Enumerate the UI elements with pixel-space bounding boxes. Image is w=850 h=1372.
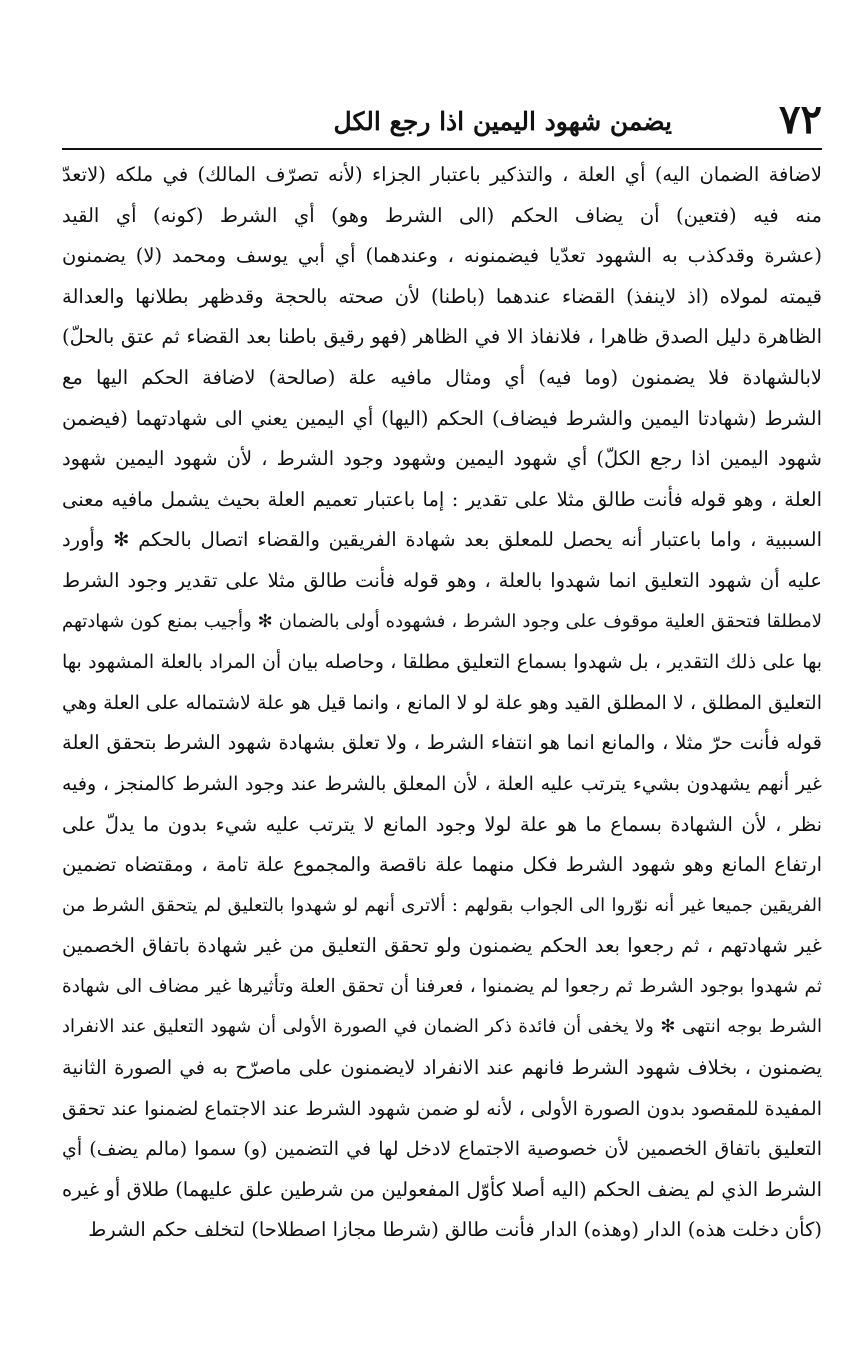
text-line: قيمته لمولاه (اذ لاينفذ) القضاء عندهما (باطنا) لأن صحته بالحجة وقدظهر بطلانها والعدالة	[62, 284, 822, 308]
text-line: بها على ذلك التقدير ، بل شهدوا بسماع التعليق مطلقا ، وحاصله بيان أن المراد بالعلة المشهود بها	[62, 651, 822, 674]
text-line: لابالشهادة فلا يضمنون (وما فيه) أي ومثال مافيه علة (صالحة) لاضافة الحكم اليها مع	[62, 365, 822, 389]
text-line: شهود اليمين اذا رجع الكلّ) أي شهود اليمين وشهود وجود الشرط ، لأن شهود اليمين شهود	[62, 447, 822, 471]
text-line: قوله فأنت حرّ مثلا ، والمانع انما هو انتفاء الشرط ، ولا تعلق بشهادة شهود الشرط بتحقق العلة	[62, 731, 822, 755]
text-line: (كأن دخلت هذه) الدار (وهذه) الدار فأنت طالق (شرطا مجازا اصطلاحا) لتخلف حكم الشرط	[88, 1218, 822, 1242]
text-line: (عشرة وقدكذب به الشهود تعدّيا فيضمنونه ، وعندهما) أي أبي يوسف ومحمد (لا) يضمنون	[62, 244, 822, 268]
text-line: عليه أن شهود التعليق انما شهدوا بالعلة ، وهو قوله فأنت طالق مثلا على تقدير وجود الشرط	[62, 568, 822, 592]
text-line: ثم شهدوا بوجود الشرط ثم رجعوا لم يضمنوا ، فعرفنا أن تحقق العلة وتأثيرها غير مضاف الى شهادة	[62, 975, 822, 997]
text-line: الشرط الذي لم يضف الحكم (اليه أصلا كأوّل المفعولين من شرطين علق عليهما) طلاق أو غيره	[62, 1177, 822, 1201]
text-line: منه فيه (فتعين) أن يضاف الحكم (الى الشرط وهو) أي الشرط (كونه) أي القيد	[62, 203, 822, 227]
text-line: غير شهادتهم ، ثم رجعوا بعد الحكم يضمنون ولو تحقق التعليق من غير شهادة باتفاق الخصمين	[62, 934, 822, 958]
header-rule	[62, 148, 822, 150]
text-line: العلة ، وهو قوله فأنت طالق مثلا على تقدير : إما باعتبار تعميم العلة بحيث يشمل مافيه معنى	[62, 487, 822, 511]
text-line: الشرط (شهادتا اليمين والشرط فيضاف) الحكم (اليها) أي اليمين يعني الى شهادتهما (فيضمن	[62, 406, 822, 430]
text-line: التعليق المطلق ، لا المطلق القيد وهو علة لو لا المانع ، وانما قيل هو علة لاشتماله على العلة وهي	[62, 691, 822, 714]
text-line: غير أنهم يشهدون بشيء يترتب عليه العلة ، لأن المعلق بالشرط عند وجود الشرط كالمنجز ، وفيه	[62, 772, 822, 795]
text-line: المفيدة للمقصود بدون الصورة الأولى ، لأنه لو ضمن شهود الشرط عند الاجتماع لضمنوا عند تحقق	[62, 1097, 822, 1120]
text-line: لامطلقا فتحقق العلية موقوف على وجود الشرط ، فشهوده أولى بالضمان ✻ وأجيب بمنع كون شهادتهم	[62, 610, 822, 632]
page-number: ٧٢	[779, 96, 822, 143]
text-line: لاضافة الضمان اليه) أي العلة ، والتذكير باعتبار الجزاء (لأنه تصرّف المالك) في ملكه (لاتعدّ	[62, 163, 822, 186]
text-line: الفريقين جميعا غير أنه نوّروا الى الجواب بقولهم : ألاترى أنهم لو شهدوا بالتعليق لم يتحقق الشرط من	[62, 894, 822, 916]
text-line: الظاهرة دليل الصدق ظاهرا ، فلانفاذ الا في الظاهر (فهو رقيق باطنا بعد القضاء ثم عتق بالحلّ)	[62, 325, 822, 349]
text-line: نظر ، لأن الشهادة بسماع ما هو علة لولا وجود المانع لا يترتب عليه شيء بدون ما يدلّ على	[62, 812, 822, 836]
text-line: ارتفاع المانع وهو شهود الشرط فكل منهما علة ناقصة والمجموع علة تامة ، ومقتضاه تضمين	[62, 853, 822, 877]
text-line: الشرط بوجه انتهى ✻ ولا يخفى أن فائدة ذكر الضمان في الصورة الأولى أن شهود التعليق عند الانفراد	[62, 1016, 822, 1038]
text-line: السببية ، واما باعتبار أنه يحصل للمعلق بعد شهادة الفريقين والقضاء اتصال بالحكم ✻ وأورد	[62, 528, 822, 552]
page-header	[62, 96, 822, 146]
text-line: التعليق باتفاق الخصمين لأن خصوصية الاجتماع لادخل لها في التضمين (و) سموا (مالم يضف) أي	[62, 1138, 822, 1161]
running-title: يضمن شهود اليمين اذا رجع الكل	[333, 107, 672, 136]
text-line: يضمنون ، بخلاف شهود الشرط فانهم عند الانفراد لايضمنون على ماصرّح به في الصورة الثانية	[62, 1056, 822, 1080]
body-text	[62, 155, 822, 1251]
